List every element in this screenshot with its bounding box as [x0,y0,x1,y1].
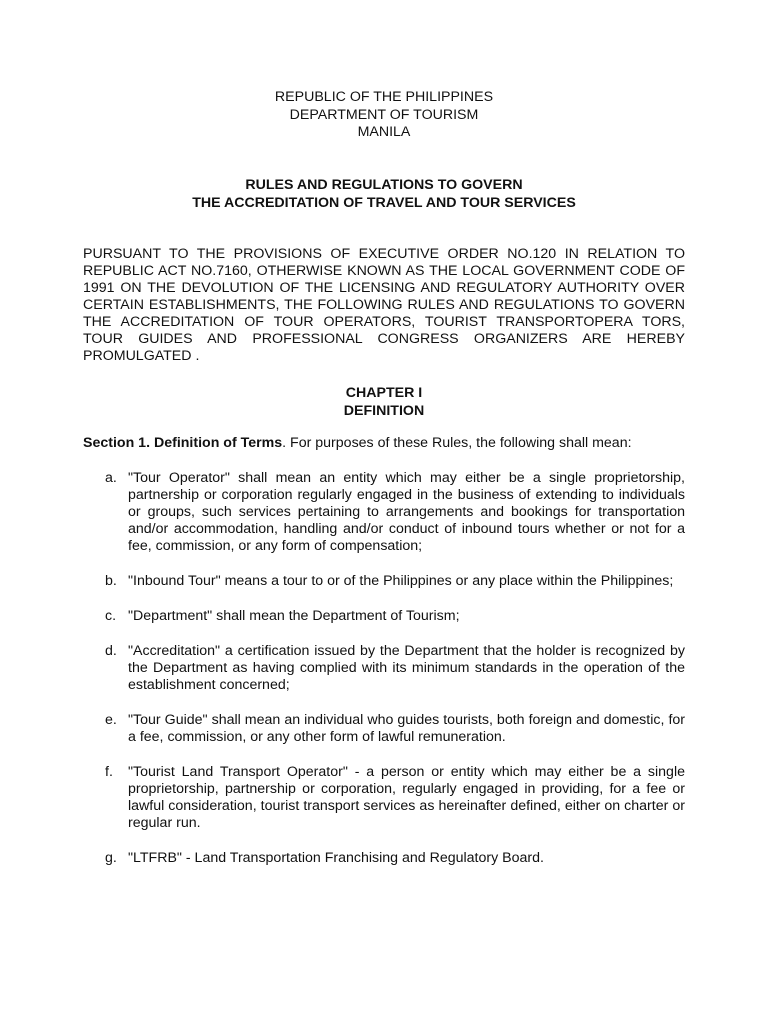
list-item [83,712,685,746]
document-title [0,177,768,212]
list-item-text: "Inbound Tour" means a tour to or of the Philippines or any place within the Philippines; [128,573,674,589]
header-department: DEPARTMENT OF TOURISM [289,106,479,123]
header-republic: REPUBLIC OF THE PHILIPPINES [274,89,494,105]
list-item [83,573,685,590]
header-city: MANILA [357,124,411,140]
list-item [83,643,685,694]
chapter-heading [0,385,768,420]
list-item-letter: d. [105,643,117,659]
list-item [83,850,685,867]
chapter-name: DEFINITION [343,402,425,419]
title-line-1: RULES AND REGULATIONS TO GOVERN [245,177,523,193]
list-item-letter: a. [105,470,117,486]
list-item [83,470,685,555]
list-item-text: "Tourist Land Transport Operator" - a person or entity which may either be a single proprietorship, partnership or corporation, regularly engaged in providing, for a fee or lawful consideration, tourist transport services as hereinafter defined, either on charter or regular run. [128,764,685,831]
list-item-text: "LTFRB" - Land Transportation Franchising and Regulatory Board. [128,850,544,866]
section-intro-text: . For purposes of these Rules, the following shall mean: [282,435,632,451]
list-item-letter: c. [105,608,117,624]
section-heading: Section 1. Definition of Terms [83,435,283,451]
section-1-intro [83,435,703,452]
definitions-list [83,470,685,885]
list-item-letter: e. [105,712,117,728]
list-item-text: "Tour Operator" shall mean an entity which may either be a single proprietorship, partnership or corporation regularly engaged in the business of extending to individuals or groups, such services pertaining to arrangements and bookings for transportation and/or accommodation, handling and/or conduct of inbound tours whether or not for a fee, commission, or any form of compensation; [128,470,685,554]
document-header [0,89,768,142]
list-item [83,608,685,625]
list-item-letter: b. [105,573,117,589]
list-item [83,764,685,832]
list-item-text: "Accreditation" a certification issued by the Department that the holder is recognized by the Department as having complied with its minimum standards in the operation of the establishment concerned; [128,643,685,693]
chapter-number: CHAPTER I [345,385,423,401]
preamble-paragraph: PURSUANT TO THE PROVISIONS OF EXECUTIVE ORDER NO.120 IN RELATION TO REPUBLIC ACT NO.7160, OTHERWISE KNOWN AS THE LOCAL GOVERNMENT CODE OF 1991 ON THE DEVOLUTION OF THE LICENSING AND REGULATORY AUTHORITY OVER CERTAIN ESTABLISHMENTS, THE FOLLOWING RULES AND REGULATIONS TO GOVERN THE ACCREDITATION OF TOUR OPERATORS, TOURIST TRANSPORTOPERA TORS, TOUR GUIDES AND PROFESSIONAL CONGRESS ORGANIZERS ARE HEREBY PROMULGATED . [83,246,685,364]
list-item-text: "Tour Guide" shall mean an individual who guides tourists, both foreign and domestic, for a fee, commission, or any other form of lawful remuneration. [128,712,685,745]
title-line-2: THE ACCREDITATION OF TRAVEL AND TOUR SERVICES [192,194,576,211]
list-item-letter: f. [105,764,113,780]
list-item-letter: g. [105,850,117,866]
list-item-text: "Department" shall mean the Department of Tourism; [128,608,460,624]
